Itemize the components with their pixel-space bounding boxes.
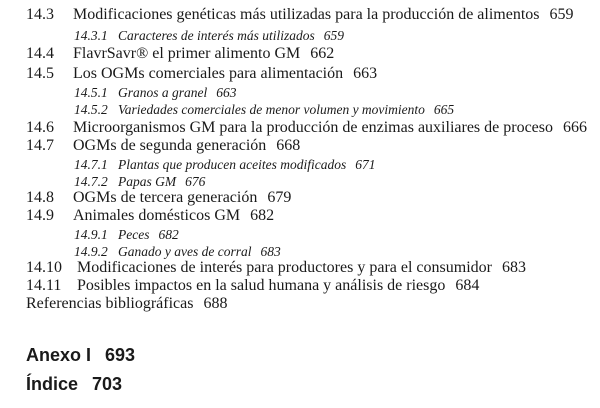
subsection-title: Granos a granel (118, 85, 208, 100)
section-number: 14.5 (26, 65, 54, 82)
page-number: 703 (92, 374, 123, 394)
section-number: 14.11 (26, 277, 62, 294)
annex-title: Anexo I (26, 345, 92, 365)
section-number: 14.7 (26, 137, 54, 154)
toc-entry-14-3 (26, 7, 574, 23)
toc-entry-annex (26, 346, 135, 364)
toc-entry-14-5-1 (74, 86, 237, 100)
section-number: 14.3 (26, 6, 54, 23)
subsection-title: Variedades comerciales de menor volumen y movimiento (118, 102, 425, 117)
subsection-title: Ganado y aves de corral (118, 244, 252, 259)
toc-entry-14-3-1 (74, 29, 344, 43)
section-title: Referencias bibliográficas (26, 295, 194, 312)
section-number: 14.9 (26, 207, 54, 224)
toc-entry-14-5 (26, 66, 377, 82)
page-number: 659 (323, 28, 344, 43)
toc-entry-14-6 (26, 120, 587, 136)
toc-entry-14-4 (26, 46, 334, 62)
toc-entry-14-7 (26, 138, 300, 154)
section-title: Modificaciones genéticas más utilizadas para la producción de alimentos (73, 6, 540, 23)
toc-entry-14-5-2 (74, 103, 454, 117)
page-number: 683 (501, 259, 526, 276)
section-title: FlavrSavr® el primer alimento GM (73, 45, 301, 62)
page-number: 676 (185, 174, 206, 189)
subsection-title: Peces (118, 227, 150, 242)
toc-entry-references (26, 296, 227, 312)
section-title: Los OGMs comerciales para alimentación (73, 65, 344, 82)
subsection-title: Caracteres de interés más utilizados (118, 28, 315, 43)
subsection-number: 14.7.1 (74, 157, 108, 172)
section-number: 14.8 (26, 189, 54, 206)
toc-entry-14-11 (26, 278, 479, 294)
toc-entry-14-9-2 (74, 245, 281, 259)
page-number: 671 (355, 157, 376, 172)
section-title: Microorganismos GM para la producción de enzimas auxiliares de proceso (73, 119, 553, 136)
subsection-number: 14.9.1 (74, 227, 108, 242)
toc-entry-14-9-1 (74, 228, 179, 242)
section-title: Animales domésticos GM (73, 207, 241, 224)
page-number: 683 (260, 244, 281, 259)
page-number: 693 (105, 345, 136, 365)
page-number: 662 (310, 45, 335, 62)
page-number: 679 (267, 189, 292, 206)
page-number: 666 (563, 119, 587, 136)
page-number: 682 (250, 207, 275, 224)
section-number: 14.4 (26, 45, 54, 62)
subsection-number: 14.3.1 (74, 28, 108, 43)
page-number: 659 (549, 6, 574, 23)
section-number: 14.10 (26, 259, 62, 276)
subsection-title: Plantas que producen aceites modificados (118, 157, 347, 172)
page-number: 668 (276, 137, 301, 154)
toc-entry-14-7-1 (74, 158, 375, 172)
subsection-number: 14.7.2 (74, 174, 108, 189)
subsection-number: 14.9.2 (74, 244, 108, 259)
toc-entry-14-8 (26, 190, 291, 206)
subsection-number: 14.5.1 (74, 85, 108, 100)
page-number: 688 (203, 295, 228, 312)
page-number: 665 (433, 102, 455, 117)
section-number: 14.6 (26, 119, 54, 136)
subsection-number: 14.5.2 (74, 102, 108, 117)
page-number: 682 (158, 227, 179, 242)
toc-entry-index (26, 375, 122, 393)
page-number: 684 (455, 277, 480, 294)
section-title: Modificaciones de interés para productores y para el consumidor (77, 259, 492, 276)
index-title: Índice (26, 374, 79, 394)
toc-entry-14-7-2 (74, 175, 205, 189)
section-title: Posibles impactos en la salud humana y análisis de riesgo (77, 277, 446, 294)
page-number: 663 (216, 85, 237, 100)
section-title: OGMs de tercera generación (73, 189, 258, 206)
subsection-title: Papas GM (118, 174, 177, 189)
section-title: OGMs de segunda generación (73, 137, 267, 154)
toc-entry-14-10 (26, 260, 526, 276)
page-number: 663 (353, 65, 378, 82)
toc-entry-14-9 (26, 208, 274, 224)
